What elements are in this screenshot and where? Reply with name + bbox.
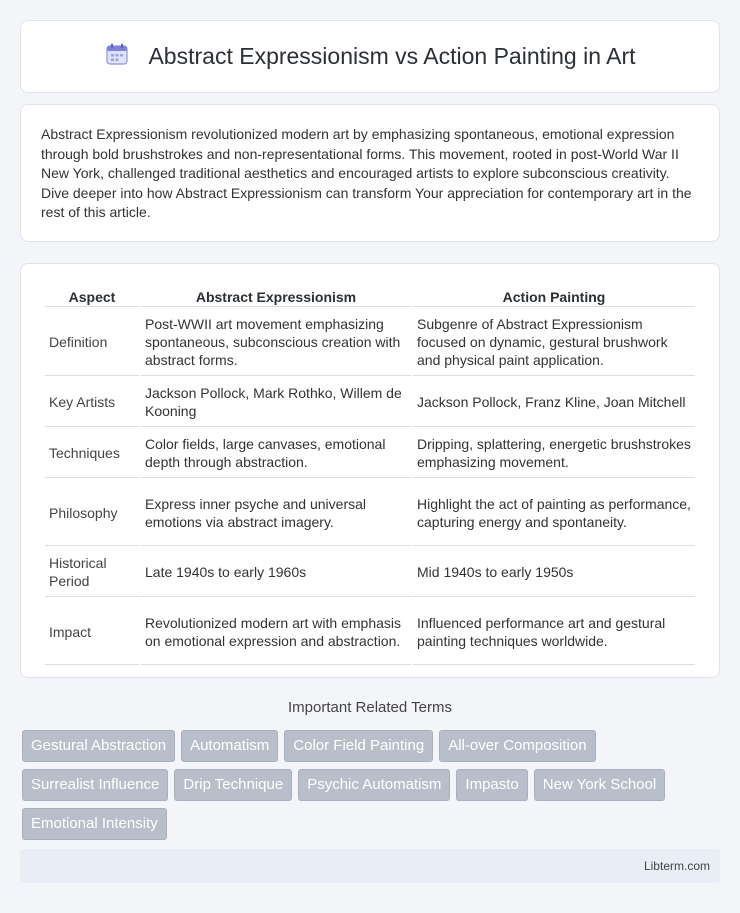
header-aspect: Aspect <box>45 286 139 307</box>
table-row <box>45 480 695 546</box>
table-row <box>45 548 695 597</box>
footer-site-link[interactable]: Libterm.com <box>643 859 710 873</box>
comparison-table <box>43 284 697 667</box>
table-row <box>45 378 695 427</box>
row-aspect: Definition <box>45 309 139 376</box>
related-term-tag[interactable]: Drip Technique <box>174 769 292 801</box>
row-action-painting: Dripping, splattering, energetic brushstrokes emphasizing movement. <box>413 429 695 478</box>
row-action-painting: Subgenre of Abstract Expressionism focused on dynamic, gestural brushwork and physical paint application. <box>413 309 695 376</box>
related-terms-title: Important Related Terms <box>288 699 452 716</box>
related-terms-list <box>22 730 722 840</box>
row-aspect: Historical Period <box>45 548 139 597</box>
row-abstract-expressionism: Late 1940s to early 1960s <box>141 548 411 597</box>
row-abstract-expressionism: Express inner psyche and universal emotions via abstract imagery. <box>141 480 411 546</box>
page-title: Abstract Expressionism vs Action Painting in Art <box>148 43 636 69</box>
related-term-tag[interactable]: Impasto <box>456 769 527 801</box>
table-row <box>45 599 695 665</box>
row-abstract-expressionism: Jackson Pollock, Mark Rothko, Willem de Kooning <box>141 378 411 427</box>
header-card <box>20 20 720 93</box>
row-aspect: Philosophy <box>45 480 139 546</box>
row-abstract-expressionism: Color fields, large canvases, emotional depth through abstraction. <box>141 429 411 478</box>
related-term-tag[interactable]: Color Field Painting <box>284 730 433 762</box>
calendar-icon <box>104 41 130 72</box>
related-term-tag[interactable]: Gestural Abstraction <box>22 730 175 762</box>
table-row <box>45 429 695 478</box>
related-term-tag[interactable]: Psychic Automatism <box>298 769 450 801</box>
header-action-painting: Action Painting <box>413 286 695 307</box>
intro-card <box>20 104 720 242</box>
row-aspect: Key Artists <box>45 378 139 427</box>
comparison-table-card <box>20 263 720 678</box>
row-action-painting: Influenced performance art and gestural painting techniques worldwide. <box>413 599 695 665</box>
related-term-tag[interactable]: New York School <box>534 769 665 801</box>
row-abstract-expressionism: Revolutionized modern art with emphasis on emotional expression and abstraction. <box>141 599 411 665</box>
footer <box>20 849 720 883</box>
related-term-tag[interactable]: All-over Composition <box>439 730 595 762</box>
related-term-tag[interactable]: Surrealist Influence <box>22 769 168 801</box>
row-action-painting: Mid 1940s to early 1950s <box>413 548 695 597</box>
intro-text: Abstract Expressionism revolutionized modern art by emphasizing spontaneous, emotional expression through bold brushstrokes and non-representational forms. This movement, rooted in post-World War II New York, challenged traditional aesthetics and encouraged artists to explore subconscious creativity. Dive deeper into how Abstract Expressionism can transform Your appreciation for contemporary art in the rest of this article. <box>41 126 692 221</box>
row-aspect: Impact <box>45 599 139 665</box>
row-abstract-expressionism: Post-WWII art movement emphasizing spontaneous, subconscious creation with abstract forms. <box>141 309 411 376</box>
row-action-painting: Jackson Pollock, Franz Kline, Joan Mitchell <box>413 378 695 427</box>
related-term-tag[interactable]: Automatism <box>181 730 278 762</box>
table-header-row <box>45 286 695 307</box>
row-action-painting: Highlight the act of painting as performance, capturing energy and spontaneity. <box>413 480 695 546</box>
header-abstract-expressionism: Abstract Expressionism <box>141 286 411 307</box>
table-row <box>45 309 695 376</box>
related-term-tag[interactable]: Emotional Intensity <box>22 808 167 840</box>
row-aspect: Techniques <box>45 429 139 478</box>
